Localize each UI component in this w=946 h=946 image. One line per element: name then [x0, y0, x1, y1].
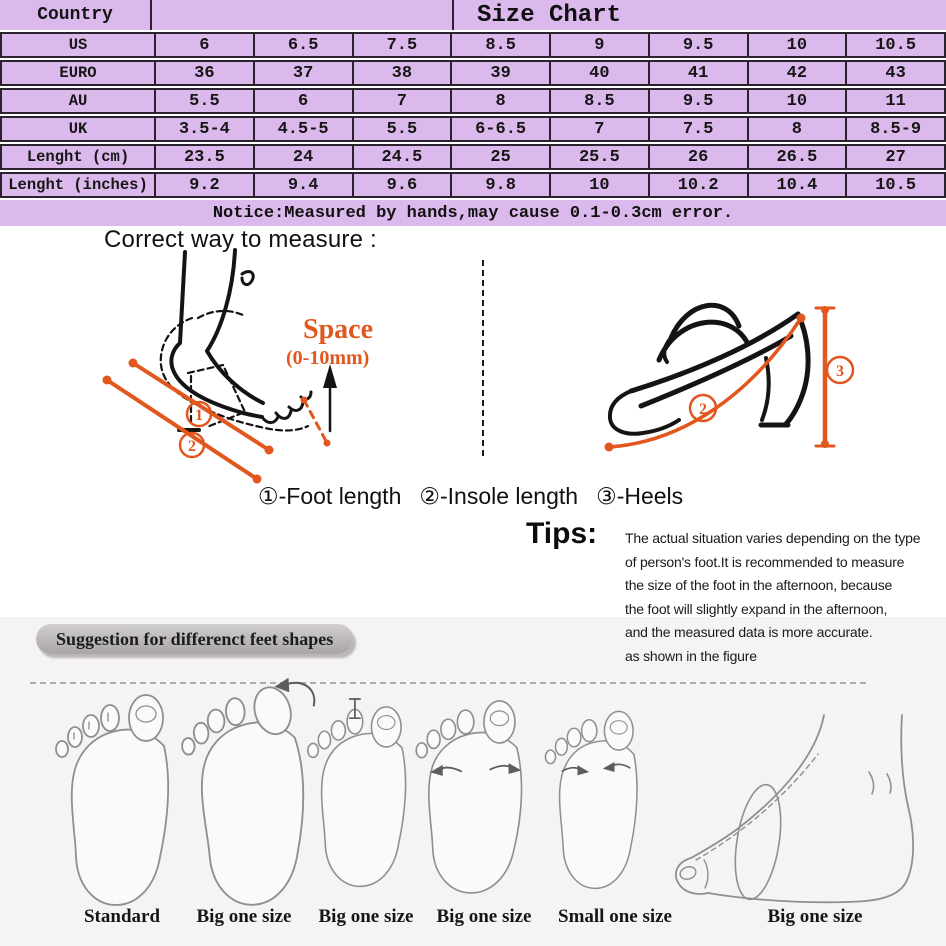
space-range-label: (0-10mm) [286, 347, 370, 369]
feet-shape-label: Big one size [196, 906, 292, 927]
size-cell: 27 [845, 146, 944, 168]
tips-line: the size of the foot in the afternoon, because [625, 577, 893, 593]
foot-long-toe-diagram [300, 676, 422, 912]
size-cell: 26 [648, 146, 747, 168]
measure-notice: Notice:Measured by hands,may cause 0.1-0.3cm error. [0, 200, 946, 226]
size-cell: 25 [450, 146, 549, 168]
feet-shape-label: Big one size [767, 906, 863, 927]
size-cell: 6 [253, 90, 352, 112]
size-cell: 10 [549, 174, 648, 196]
size-cell: 36 [154, 62, 253, 84]
size-cell: 24.5 [352, 146, 451, 168]
size-cell: 10.4 [747, 174, 846, 196]
size-cell: 39 [450, 62, 549, 84]
feet-shape-label: Big one size [436, 906, 532, 927]
size-cell: 5.5 [352, 118, 451, 140]
size-cell: 7 [549, 118, 648, 140]
size-cell: 9.8 [450, 174, 549, 196]
foot-measure-diagram [95, 246, 435, 484]
tips-line: and the measured data is more accurate. [625, 624, 873, 640]
size-cell: 8.5 [450, 34, 549, 56]
marker-two: 2 [699, 401, 707, 418]
measure-legend [258, 483, 683, 510]
row-label: EURO [59, 64, 97, 82]
tips-text [625, 527, 920, 668]
size-cell: 9.4 [253, 174, 352, 196]
size-cell: 8.5-9 [845, 118, 944, 140]
size-cell: 10.2 [648, 174, 747, 196]
size-row-uk [0, 116, 946, 142]
size-row-length-inches [0, 172, 946, 198]
size-cell: 42 [747, 62, 846, 84]
row-label: AU [68, 92, 88, 110]
size-cell: 10.5 [845, 34, 944, 56]
size-cell: 25.5 [549, 146, 648, 168]
foot-wide-diagram [408, 680, 536, 912]
tips-line: as shown in the figure [625, 647, 757, 664]
foot-narrow-diagram [537, 688, 655, 910]
measure-divider-line [482, 260, 484, 458]
row-label: Lenght (inches) [8, 176, 148, 194]
tips-line: The actual situation varies depending on the type [625, 530, 921, 546]
feet-shape-label: Standard [83, 906, 161, 927]
size-cell: 37 [253, 62, 352, 84]
girth-ellipse [728, 781, 788, 902]
measure-heading: Correct way to measure : [104, 226, 377, 253]
size-cell: 10 [747, 90, 846, 112]
size-cell: 6 [154, 34, 253, 56]
size-cell: 11 [845, 90, 944, 112]
size-cell: 7.5 [648, 118, 747, 140]
size-row-us [0, 32, 946, 58]
size-cell: 6.5 [253, 34, 352, 56]
space-label: Space [303, 314, 373, 345]
row-label: UK [68, 120, 88, 138]
marker-one: 1 [195, 407, 203, 424]
size-row-au [0, 88, 946, 114]
size-cell: 8 [450, 90, 549, 112]
marker-two: 2 [188, 438, 196, 455]
size-cell: 10 [747, 34, 846, 56]
header-divider-line [452, 0, 454, 30]
tips-heading: Tips: [526, 517, 598, 550]
country-header: Country [0, 0, 152, 30]
size-cell: 10.5 [845, 174, 944, 196]
size-chart-title: Size Chart [476, 1, 622, 29]
size-cell: 40 [549, 62, 648, 84]
size-row-length-cm [0, 144, 946, 170]
feet-shape-label: Small one size [558, 906, 672, 927]
size-cell: 5.5 [154, 90, 253, 112]
size-row-euro [0, 60, 946, 86]
size-cell: 9.6 [352, 174, 451, 196]
legend-insole-length: ②-Insole length [419, 483, 579, 509]
size-cell: 9.2 [154, 174, 253, 196]
size-cell: 38 [352, 62, 451, 84]
legend-heels: ③-Heels [596, 483, 684, 509]
size-cell: 7.5 [352, 34, 451, 56]
heel-shoe-diagram [585, 248, 875, 473]
size-cell: 24 [253, 146, 352, 168]
foot-side-view-diagram [666, 712, 942, 908]
row-label: Lenght (cm) [26, 148, 130, 166]
size-cell: 41 [648, 62, 747, 84]
legend-foot-length: ①-Foot length [258, 483, 402, 509]
size-cell: 43 [845, 62, 944, 84]
feet-shape-label: Big one size [318, 906, 414, 927]
size-cell: 8 [747, 118, 846, 140]
size-cell: 7 [352, 90, 451, 112]
size-cell: 26.5 [747, 146, 846, 168]
size-cell: 6-6.5 [450, 118, 549, 140]
row-label: US [68, 36, 88, 54]
suggestion-badge: Suggestion for differenct feet shapes [36, 624, 353, 654]
size-cell: 9 [549, 34, 648, 56]
size-cell: 8.5 [549, 90, 648, 112]
size-cell: 3.5-4 [154, 118, 253, 140]
size-cell: 4.5-5 [253, 118, 352, 140]
tips-line: the foot will slightly expand in the afternoon, [625, 600, 888, 617]
tips-line: of person's foot.It is recommended to measure [625, 553, 905, 570]
size-chart-table [0, 0, 946, 226]
size-cell: 9.5 [648, 90, 747, 112]
size-cell: 9.5 [648, 34, 747, 56]
marker-three: 3 [836, 363, 844, 380]
table-header-row [0, 0, 946, 30]
size-cell: 23.5 [154, 146, 253, 168]
